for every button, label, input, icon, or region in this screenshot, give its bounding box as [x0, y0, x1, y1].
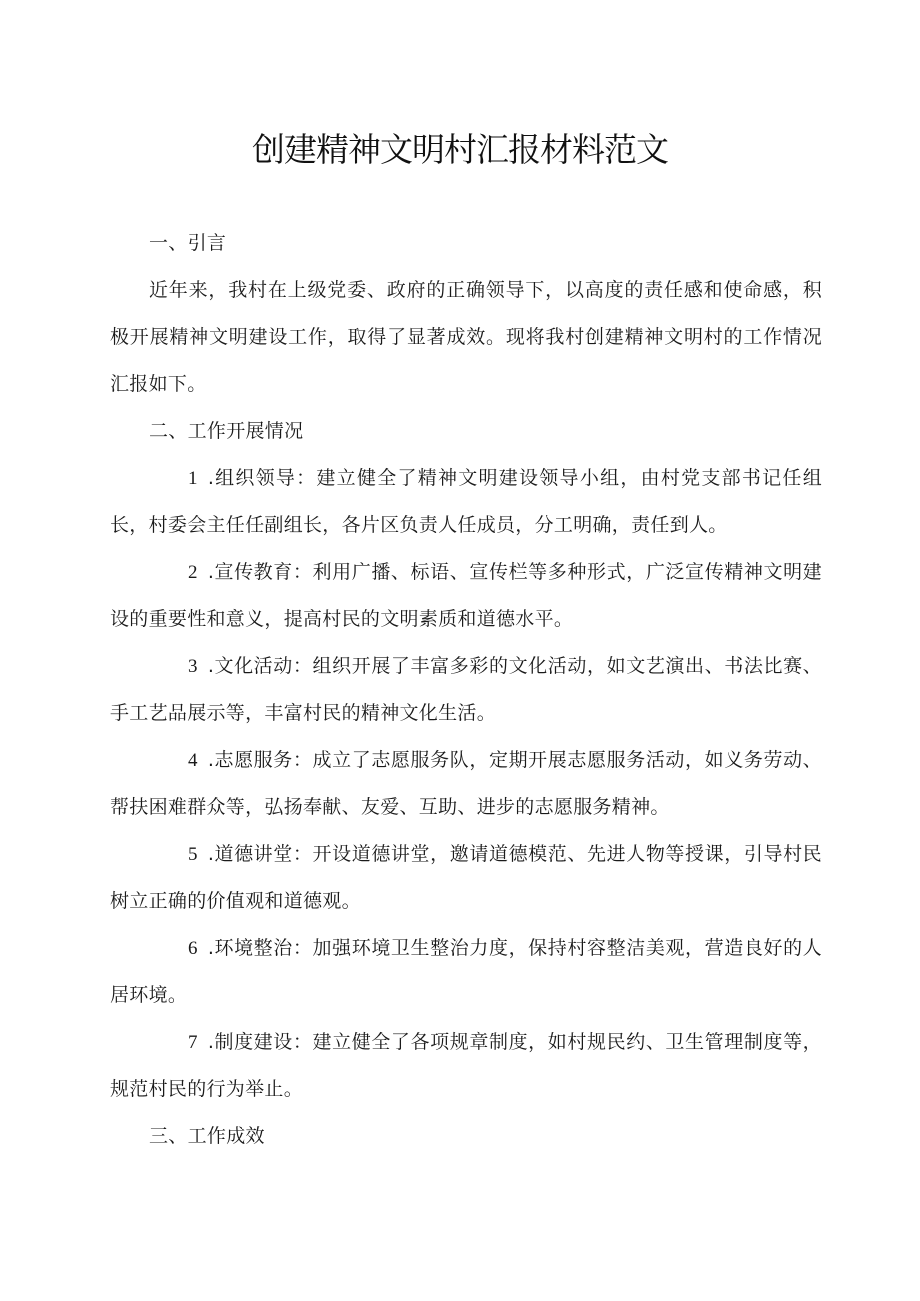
item-text: .组织领导：建立健全了精神文明建设领导小组，由村党支部书记任组长，村委会主任任副组长，各片区负责人任成员，分工明确，责任到人。	[110, 467, 822, 536]
item-number: 6	[188, 938, 198, 959]
item-text: .志愿服务：成立了志愿服务队，定期开展志愿服务活动，如义务劳动、帮扶困难群众等，弘扬奉献、友爱、互助、进步的志愿服务精神。	[110, 749, 822, 818]
work-item	[110, 455, 822, 549]
intro-paragraph: 近年来，我村在上级党委、政府的正确领导下，以高度的责任感和使命感，积极开展精神文明建设工作，取得了显著成效。现将我村创建精神文明村的工作情况汇报如下。	[110, 279, 822, 395]
work-item	[110, 1019, 822, 1113]
item-number: 5	[188, 844, 198, 865]
item-text: .道德讲堂：开设道德讲堂，邀请道德模范、先进人物等授课，引导村民树立正确的价值观和道德观。	[110, 843, 822, 912]
item-text: .环境整治：加强环境卫生整治力度，保持村容整洁美观，营造良好的人居环境。	[110, 937, 822, 1006]
document-body	[110, 220, 822, 1160]
section-heading-intro: 一、引言	[149, 232, 227, 254]
work-item	[110, 643, 822, 737]
document-title: 创建精神文明村汇报材料范文	[252, 130, 668, 169]
work-item	[110, 925, 822, 1019]
item-number: 4	[188, 750, 198, 771]
section-heading-work: 二、工作开展情况	[149, 420, 304, 442]
section-heading-results: 三、工作成效	[149, 1125, 265, 1147]
item-number: 2	[188, 562, 198, 583]
work-item	[110, 549, 822, 643]
item-number: 1	[188, 468, 198, 489]
item-number: 3	[188, 656, 198, 677]
work-item	[110, 737, 822, 831]
item-number: 7	[188, 1032, 198, 1053]
item-text: .宣传教育：利用广播、标语、宣传栏等多种形式，广泛宣传精神文明建设的重要性和意义，提高村民的文明素质和道德水平。	[110, 561, 822, 630]
item-text: .制度建设：建立健全了各项规章制度，如村规民约、卫生管理制度等，规范村民的行为举止。	[110, 1031, 822, 1100]
item-text: .文化活动：组织开展了丰富多彩的文化活动，如文艺演出、书法比赛、手工艺品展示等，丰富村民的精神文化生活。	[110, 655, 822, 724]
work-item	[110, 831, 822, 925]
